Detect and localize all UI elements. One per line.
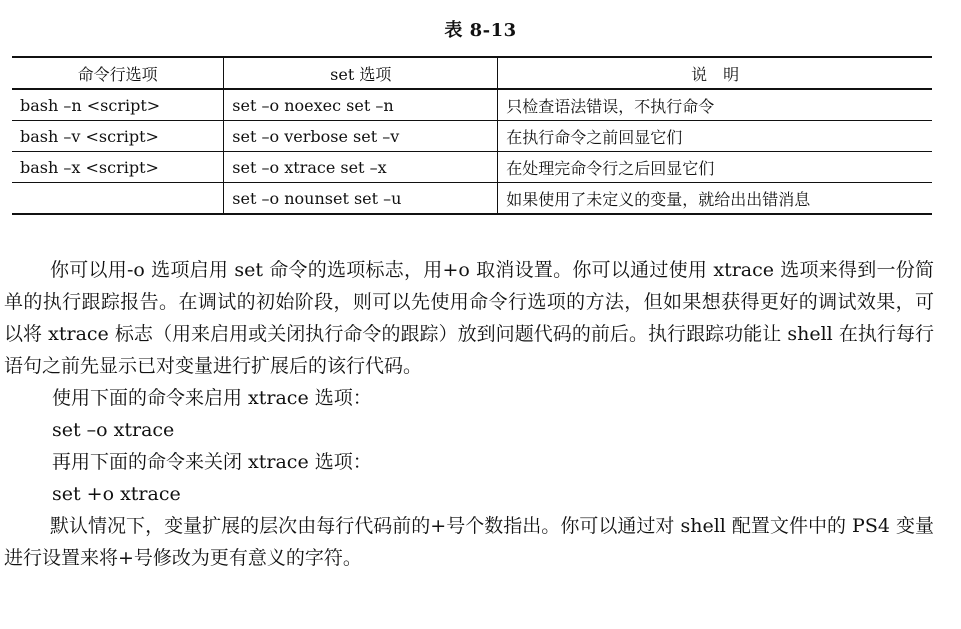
cell-command-line-option: [12, 183, 224, 215]
cell-set-option: set –o noexec set –n: [224, 89, 498, 121]
body-text: [4, 254, 934, 574]
disable-instruction: 再用下面的命令来关闭 xtrace 选项：: [52, 451, 372, 473]
table-row: [12, 121, 932, 152]
enable-instruction: 使用下面的命令来启用 xtrace 选项：: [52, 387, 372, 409]
cell-command-line-option: bash –x <script>: [12, 152, 224, 183]
paragraph-xtrace-intro: 你可以用-o 选项启用 set 命令的选项标志，用+o 取消设置。你可以通过使用 xtrace 选项来得到一份简单的执行跟踪报告。在调试的初始阶段，则可以先使用命令行选项的方法，但如果想获得更好的调试效果，可以将 xtrace 标志（用来启用或关闭执行命令的跟踪）放到问题代码的前后。执行跟踪功能让 shell 在执行每行语句之前先显示已对变量进行扩展后的该行代码。: [4, 259, 934, 377]
cell-command-line-option: bash –n <script>: [12, 89, 224, 121]
paragraph-ps4: 默认情况下，变量扩展的层次由每行代码前的+号个数指出。你可以通过对 shell 配置文件中的 PS4 变量进行设置来将+号修改为更有意义的字符。: [4, 515, 934, 569]
cell-set-option: set –o nounset set –u: [224, 183, 498, 215]
cell-set-option: set –o xtrace set –x: [224, 152, 498, 183]
enable-command: set –o xtrace: [52, 419, 175, 441]
cell-description: 在执行命令之前回显它们: [498, 121, 932, 152]
cell-command-line-option: bash –v <script>: [12, 121, 224, 152]
table-row: [12, 183, 932, 215]
header-command-line-option: 命令行选项: [12, 57, 224, 89]
options-table: [12, 56, 932, 215]
header-set-option: set 选项: [224, 57, 498, 89]
cell-description: 如果使用了未定义的变量，就给出出错消息: [498, 183, 932, 215]
cell-description: 只检查语法错误，不执行命令: [498, 89, 932, 121]
disable-command: set +o xtrace: [52, 483, 181, 505]
header-description: 说 明: [498, 57, 932, 89]
table-header-row: [12, 57, 932, 89]
table-caption: 表 8-13: [444, 20, 517, 41]
table-row: [12, 152, 932, 183]
cell-set-option: set –o verbose set –v: [224, 121, 498, 152]
table-row: [12, 89, 932, 121]
cell-description: 在处理完命令行之后回显它们: [498, 152, 932, 183]
